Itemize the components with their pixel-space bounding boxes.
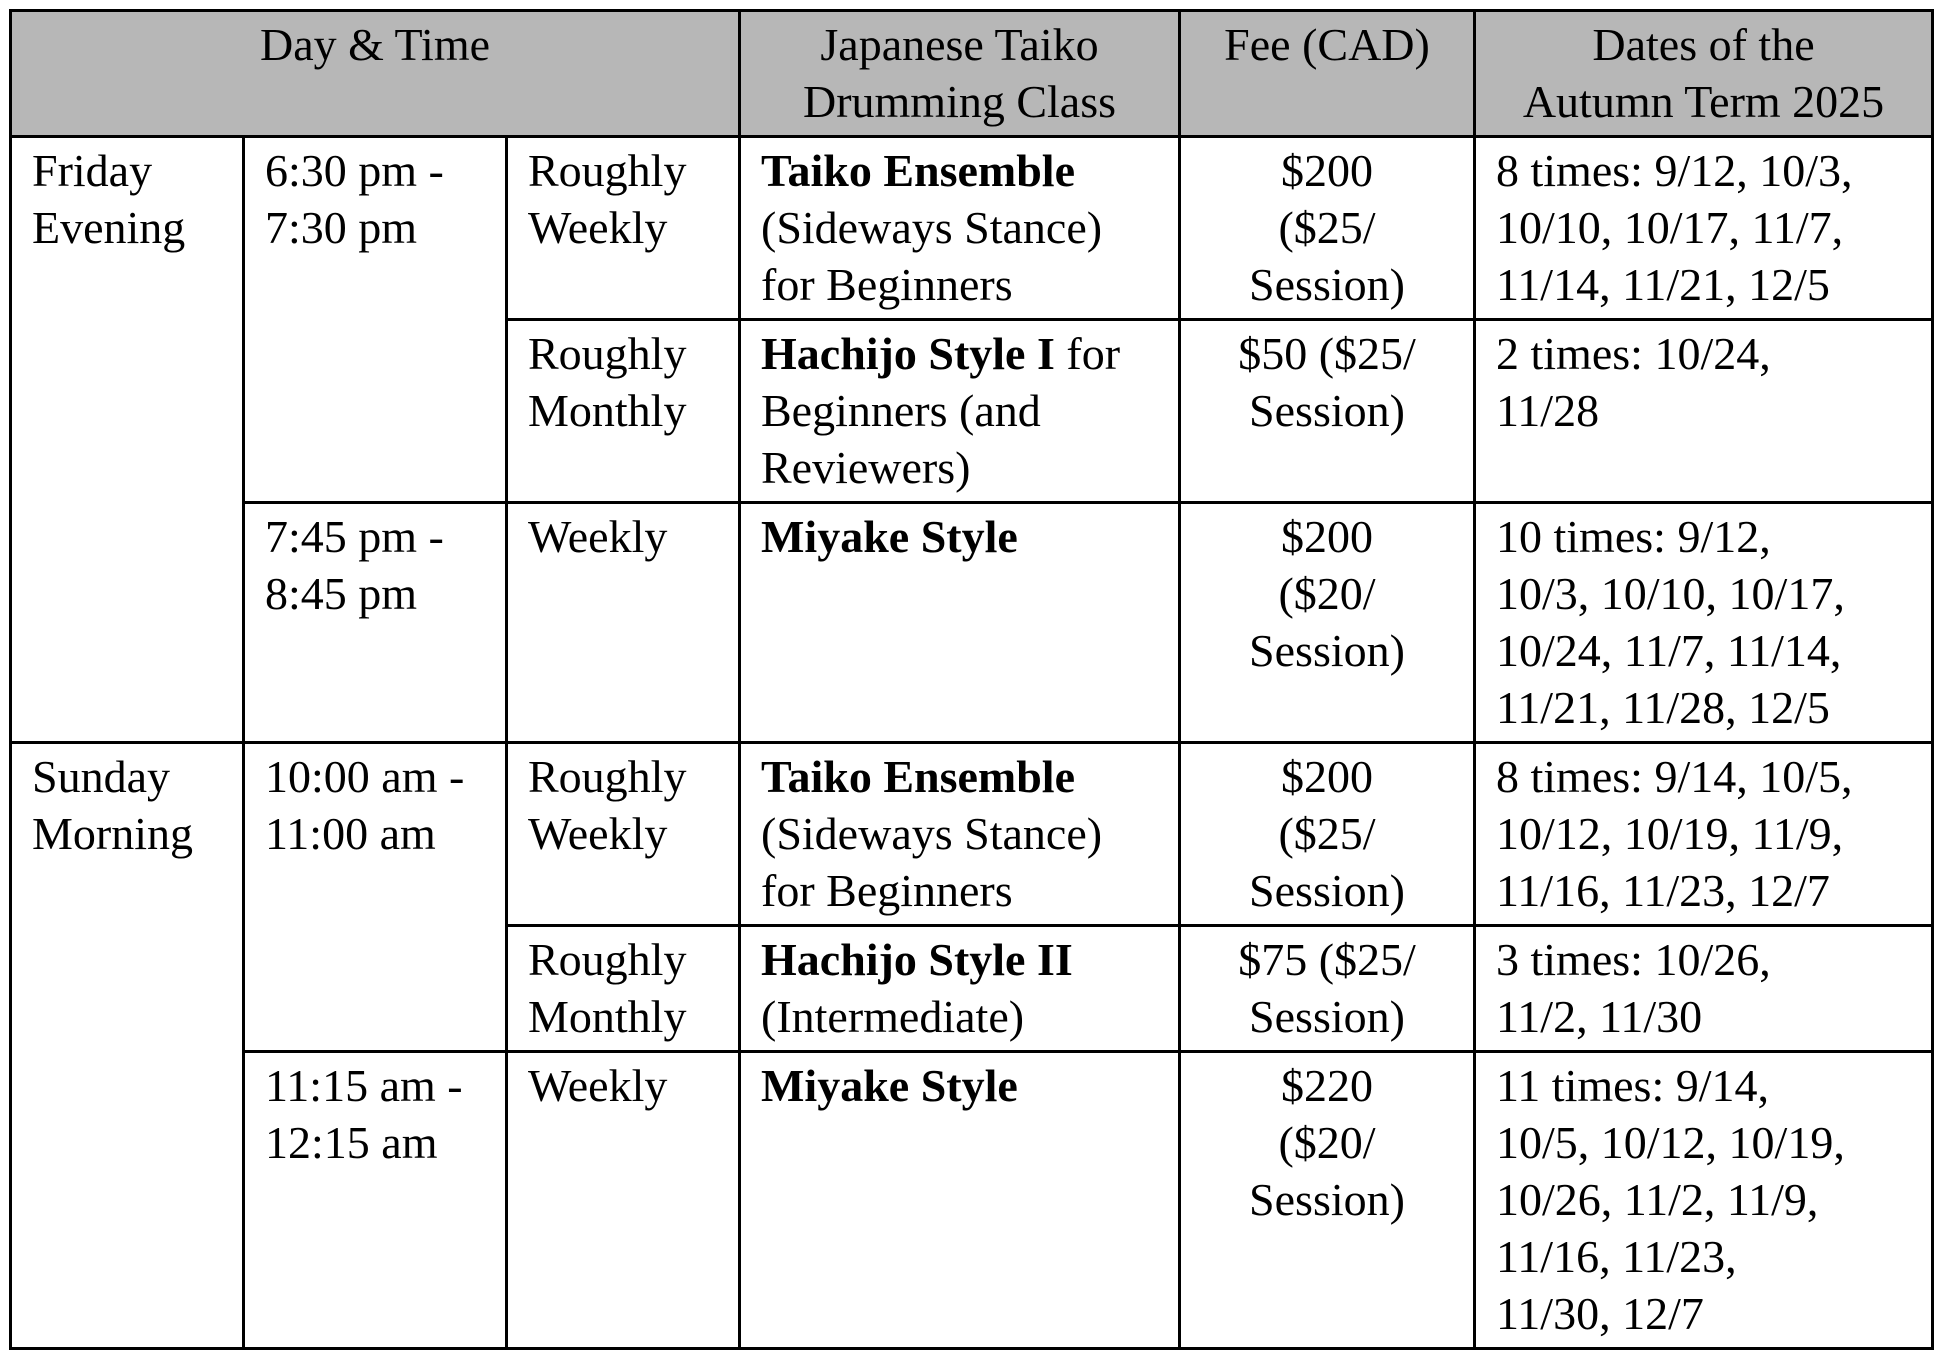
frequency-cell: Weekly [507, 1052, 740, 1349]
day-cell: Friday Evening [11, 137, 244, 743]
class-name-cell: Miyake Style [740, 1052, 1180, 1349]
class-schedule-table [9, 9, 1934, 1350]
time-cell: 6:30 pm - 7:30 pm [244, 137, 507, 503]
fee-cell: $50 ($25/ Session) [1180, 320, 1475, 503]
day-cell: Sunday Morning [11, 743, 244, 1349]
class-name-cell: Hachijo Style II (Intermediate) [740, 926, 1180, 1052]
dates-cell: 11 times: 9/14, 10/5, 10/12, 10/19, 10/26, 11/2, 11/9, 11/16, 11/23, 11/30, 12/7 [1475, 1052, 1933, 1349]
header-class: Japanese Taiko Drumming Class [740, 11, 1180, 137]
fee-cell: $200 ($25/ Session) [1180, 743, 1475, 926]
class-name-cell: Taiko Ensemble (Sideways Stance) for Beginners [740, 743, 1180, 926]
frequency-cell: Roughly Weekly [507, 743, 740, 926]
class-name-cell: Taiko Ensemble (Sideways Stance) for Beginners [740, 137, 1180, 320]
dates-cell: 8 times: 9/12, 10/3, 10/10, 10/17, 11/7, 11/14, 11/21, 12/5 [1475, 137, 1933, 320]
time-cell: 7:45 pm - 8:45 pm [244, 503, 507, 743]
frequency-cell: Roughly Weekly [507, 137, 740, 320]
dates-cell: 3 times: 10/26, 11/2, 11/30 [1475, 926, 1933, 1052]
header-day-time: Day & Time [11, 11, 740, 137]
frequency-cell: Weekly [507, 503, 740, 743]
fee-cell: $200 ($25/ Session) [1180, 137, 1475, 320]
frequency-cell: Roughly Monthly [507, 926, 740, 1052]
header-fee: Fee (CAD) [1180, 11, 1475, 137]
table-row [11, 1052, 1933, 1349]
fee-cell: $200 ($20/ Session) [1180, 503, 1475, 743]
table-row [11, 743, 1933, 926]
fee-cell: $75 ($25/ Session) [1180, 926, 1475, 1052]
header-dates: Dates of the Autumn Term 2025 [1475, 11, 1933, 137]
dates-cell: 2 times: 10/24, 11/28 [1475, 320, 1933, 503]
class-name-cell: Hachijo Style I for Beginners (and Reviewers) [740, 320, 1180, 503]
header-row [11, 11, 1933, 137]
fee-cell: $220 ($20/ Session) [1180, 1052, 1475, 1349]
frequency-cell: Roughly Monthly [507, 320, 740, 503]
class-name-cell: Miyake Style [740, 503, 1180, 743]
dates-cell: 10 times: 9/12, 10/3, 10/10, 10/17, 10/24, 11/7, 11/14, 11/21, 11/28, 12/5 [1475, 503, 1933, 743]
time-cell: 11:15 am - 12:15 am [244, 1052, 507, 1349]
table-row [11, 503, 1933, 743]
table-row [11, 137, 1933, 320]
time-cell: 10:00 am - 11:00 am [244, 743, 507, 1052]
dates-cell: 8 times: 9/14, 10/5, 10/12, 10/19, 11/9, 11/16, 11/23, 12/7 [1475, 743, 1933, 926]
